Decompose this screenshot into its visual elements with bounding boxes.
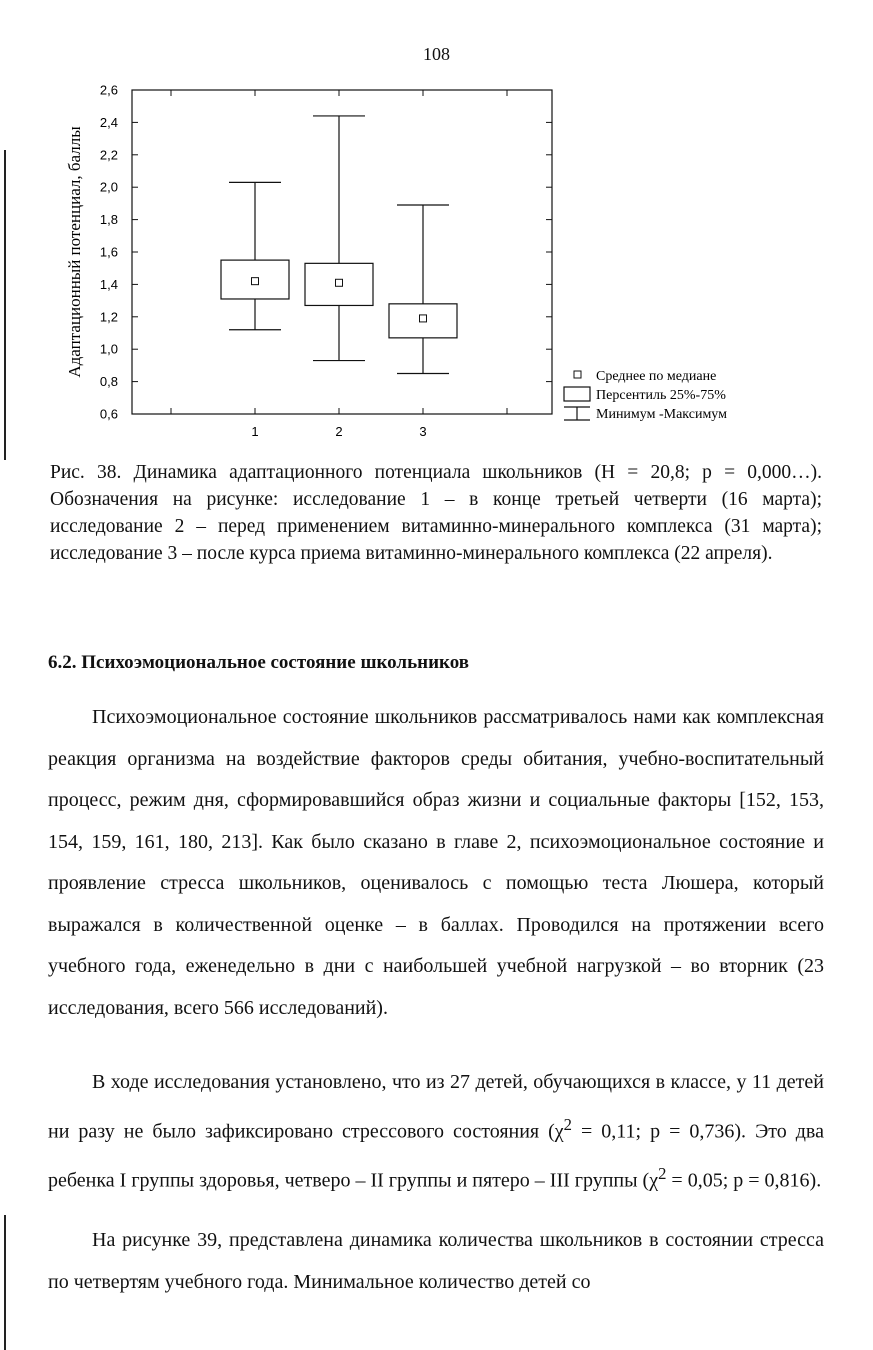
y-tick-label: 0,8 xyxy=(99,374,118,390)
paragraph-2-part-c: = 0,05; p = 0,816). xyxy=(666,1169,822,1192)
box-3 xyxy=(389,205,457,373)
y-tick-label: 1,2 xyxy=(99,309,118,325)
paragraph-2 xyxy=(48,1062,824,1202)
plot-area-border xyxy=(132,90,552,414)
chi-square-superscript-1: 2 xyxy=(563,1114,572,1134)
box-series xyxy=(221,116,457,374)
y-tick-label: 2,4 xyxy=(99,114,118,130)
page-number: 108 xyxy=(423,44,450,64)
median-marker xyxy=(420,315,427,322)
y-axis-title xyxy=(65,126,84,378)
legend-item-box xyxy=(564,387,726,403)
y-tick-label: 1,6 xyxy=(99,244,118,260)
median-marker xyxy=(336,279,343,286)
x-tick-label: 3 xyxy=(419,424,427,439)
box-plot-chart xyxy=(60,78,780,448)
legend-box-symbol xyxy=(564,387,590,401)
figure-caption: Рис. 38. Динамика адаптационного потенциала школьников (H = 20,8; p = 0,000…). Обозначения на рисунке: исследование 1 – в конце третьей четверти (16 марта); исследование 2 – перед применением витаминно-минерального комплекса (31 марта); исследование 3 – после курса приема витаминно-минерального комплекса (22 апреля). xyxy=(50,462,822,564)
legend-median-label: Среднее по медиане xyxy=(596,369,717,384)
y-tick-label: 2,0 xyxy=(99,179,118,195)
paragraph-1: Психоэмоциональное состояние школьников рассматривалось нами как комплексная реакция организма на воздействие факторов среды обитания, учебно-воспитательный процесс, режим дня, сформировавшийся образ жизни и социальные факторы [152, 153, 154, 159, 161, 180, 213]. Как было сказано в главе 2, психоэмоциональное состояние и проявление стресса школьников, оценивалось с помощью теста Люшера, который выражался в количественной оценке – в баллах. Проводился на протяжении всего учебного года, еженедельно в дни с наибольшей учебной нагрузкой – во вторник (23 исследования, всего 566 исследований). xyxy=(48,706,824,1019)
binding-edge-bottom xyxy=(4,1215,6,1350)
plot-frame xyxy=(132,90,552,414)
chi-square-superscript-2: 2 xyxy=(658,1163,667,1183)
x-tick-label: 1 xyxy=(251,424,259,439)
x-tick-label: 2 xyxy=(335,424,343,439)
median-marker xyxy=(252,278,259,285)
y-tick-label: 1,0 xyxy=(99,341,118,357)
box-2 xyxy=(305,116,373,361)
legend-box-label: Персентиль 25%-75% xyxy=(596,388,726,403)
legend-item-median xyxy=(574,369,716,384)
y-tick-label: 2,6 xyxy=(99,82,118,98)
section-heading: 6.2. Психоэмоциональное состояние школьников xyxy=(48,652,470,673)
y-tick-label: 1,4 xyxy=(99,276,118,292)
binding-edge-top xyxy=(4,150,6,460)
y-tick-label: 0,6 xyxy=(99,406,118,422)
legend-whisker-label: Минимум -Максимум xyxy=(596,407,727,422)
y-tick-label: 2,2 xyxy=(99,147,118,163)
y-axis-ticks xyxy=(100,83,552,422)
paragraph-3: На рисунке 39, представлена динамика количества школьников в состоянии стресса по четвертям учебного года. Минимальное количество детей со xyxy=(48,1229,824,1293)
y-tick-label: 1,8 xyxy=(99,212,118,228)
y-axis-label: Адаптационный потенциал, баллы xyxy=(65,126,84,378)
chart-legend xyxy=(564,369,727,422)
box-1 xyxy=(221,182,289,329)
legend-item-whisker xyxy=(564,407,727,422)
paragraph-2-part-b: = 0,11; p = 0,736). Это два ребенка I группы здоровья, четверо – II группы и пятеро – III группы (χ xyxy=(48,1120,824,1192)
legend-median-symbol xyxy=(574,371,581,378)
paragraph-2-part-a: В ходе исследования установлено, что из 27 детей, обучающихся в классе, у 11 детей ни разу не было зафиксировано стрессового состояния (χ xyxy=(48,1071,824,1143)
